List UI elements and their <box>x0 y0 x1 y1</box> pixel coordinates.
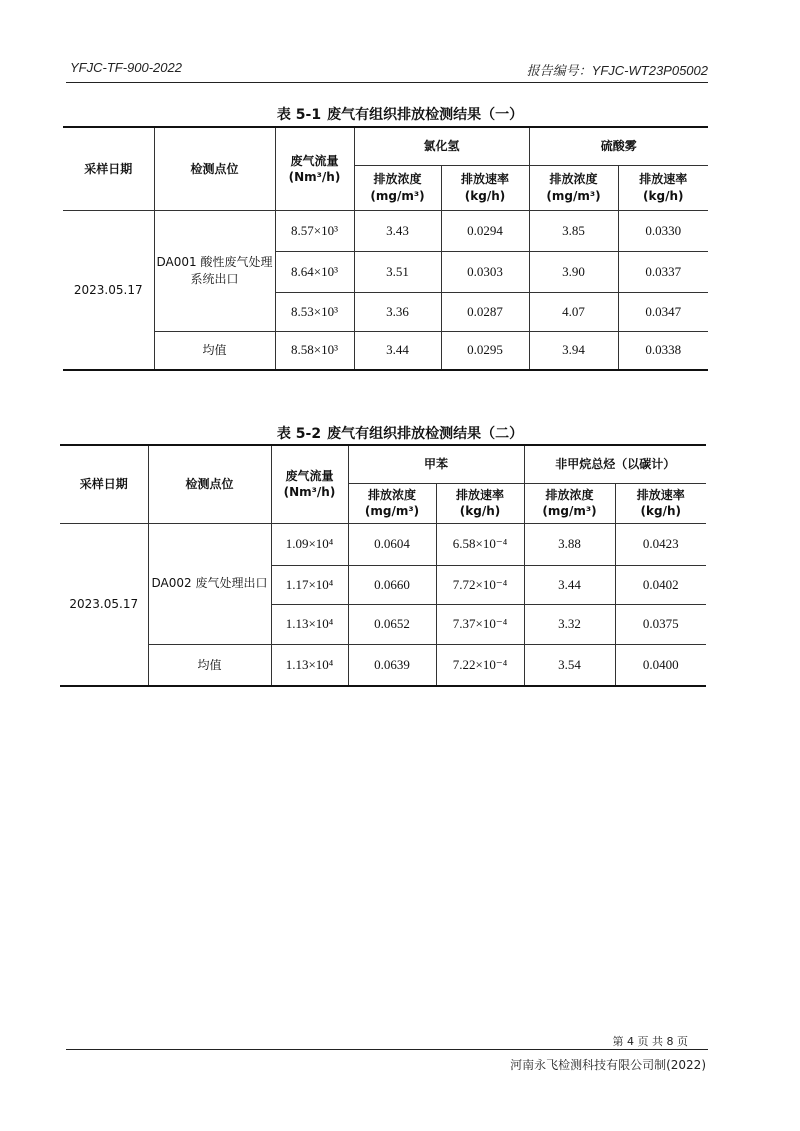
conc-cell: 3.85 <box>529 210 618 251</box>
average-label: 均值 <box>154 331 275 370</box>
conc-cell: 3.44 <box>354 331 441 370</box>
conc-cell: 3.32 <box>524 604 615 644</box>
table-row <box>60 523 706 565</box>
conc-cell: 3.44 <box>524 565 615 604</box>
average-label: 均值 <box>148 644 271 686</box>
flow-cell: 1.17×10⁴ <box>271 565 348 604</box>
flow-cell: 8.58×10³ <box>275 331 354 370</box>
rate-cell: 0.0402 <box>615 565 706 604</box>
table1-header-point: 检测点位 <box>154 127 275 210</box>
flow-cell: 1.13×10⁴ <box>271 644 348 686</box>
conc-cell: 3.54 <box>524 644 615 686</box>
table-row <box>63 210 708 251</box>
rate-cell: 6.58×10⁻⁴ <box>436 523 524 565</box>
footer-rule <box>66 1049 708 1050</box>
table1 <box>63 126 708 371</box>
rate-cell: 7.37×10⁻⁴ <box>436 604 524 644</box>
table2-header-flow: 废气流量(Nm³/h) <box>271 445 348 523</box>
company-footer: 河南永飞检测科技有限公司制(2022) <box>510 1058 706 1072</box>
rate-cell: 0.0338 <box>618 331 708 370</box>
table1-header-date: 采样日期 <box>63 127 154 210</box>
conc-cell: 4.07 <box>529 292 618 331</box>
rate-cell: 0.0400 <box>615 644 706 686</box>
table2-caption-number: 表 5-2 <box>276 426 322 442</box>
rate-cell: 0.0347 <box>618 292 708 331</box>
table1-header-conc2: 排放浓度(mg/m³) <box>529 165 618 210</box>
rate-cell: 0.0287 <box>441 292 529 331</box>
report-number: 报告编号：YFJC-WT23P05002 <box>526 63 708 78</box>
table1-header-flow: 废气流量(Nm³/h) <box>275 127 354 210</box>
conc-cell: 0.0604 <box>348 523 436 565</box>
header-rule <box>66 82 708 83</box>
flow-cell: 1.09×10⁴ <box>271 523 348 565</box>
conc-cell: 3.94 <box>529 331 618 370</box>
table2-header-conc2: 排放浓度(mg/m³) <box>524 483 615 523</box>
table2-date: 2023.05.17 <box>60 523 148 686</box>
table-row-average <box>60 644 706 686</box>
table1-caption-title: 废气有组织排放检测结果（一） <box>327 107 524 123</box>
table1-header-conc1: 排放浓度(mg/m³) <box>354 165 441 210</box>
table2-header-point: 检测点位 <box>148 445 271 523</box>
conc-cell: 3.90 <box>529 251 618 292</box>
rate-cell: 0.0375 <box>615 604 706 644</box>
table1-header-rate2: 排放速率(kg/h) <box>618 165 708 210</box>
rate-cell: 7.72×10⁻⁴ <box>436 565 524 604</box>
conc-cell: 3.51 <box>354 251 441 292</box>
conc-cell: 0.0660 <box>348 565 436 604</box>
table-row-average <box>63 331 708 370</box>
flow-cell: 1.13×10⁴ <box>271 604 348 644</box>
table2-header-pollutant1: 甲苯 <box>348 445 524 483</box>
flow-cell: 8.57×10³ <box>275 210 354 251</box>
rate-cell: 0.0423 <box>615 523 706 565</box>
rate-cell: 0.0330 <box>618 210 708 251</box>
table1-date: 2023.05.17 <box>63 210 154 370</box>
flow-cell: 8.64×10³ <box>275 251 354 292</box>
table2-header-rate1: 排放速率(kg/h) <box>436 483 524 523</box>
table2 <box>60 444 706 687</box>
table1-point: DA001 酸性废气处理系统出口 <box>154 210 275 331</box>
table1-caption <box>0 104 800 124</box>
table1-header-pollutant1: 氯化氢 <box>354 127 529 165</box>
conc-cell: 0.0652 <box>348 604 436 644</box>
conc-cell: 3.88 <box>524 523 615 565</box>
conc-cell: 3.36 <box>354 292 441 331</box>
table1-header-rate1: 排放速率(kg/h) <box>441 165 529 210</box>
rate-cell: 0.0337 <box>618 251 708 292</box>
table2-header-pollutant2: 非甲烷总烃（以碳计） <box>524 445 706 483</box>
flow-cell: 8.53×10³ <box>275 292 354 331</box>
table2-point: DA002 废气处理出口 <box>148 523 271 644</box>
rate-cell: 0.0294 <box>441 210 529 251</box>
table2-header-date: 采样日期 <box>60 445 148 523</box>
table1-header-pollutant2: 硫酸雾 <box>529 127 708 165</box>
conc-cell: 0.0639 <box>348 644 436 686</box>
table2-caption <box>0 423 800 443</box>
table2-caption-title: 废气有组织排放检测结果（二） <box>327 426 524 442</box>
table2-header-conc1: 排放浓度(mg/m³) <box>348 483 436 523</box>
rate-cell: 0.0303 <box>441 251 529 292</box>
page-number: 第 4 页 共 8 页 <box>612 1035 688 1048</box>
conc-cell: 3.43 <box>354 210 441 251</box>
table1-caption-number: 表 5-1 <box>276 107 322 123</box>
document-code: YFJC-TF-900-2022 <box>70 60 182 75</box>
rate-cell: 7.22×10⁻⁴ <box>436 644 524 686</box>
rate-cell: 0.0295 <box>441 331 529 370</box>
table2-header-rate2: 排放速率(kg/h) <box>615 483 706 523</box>
